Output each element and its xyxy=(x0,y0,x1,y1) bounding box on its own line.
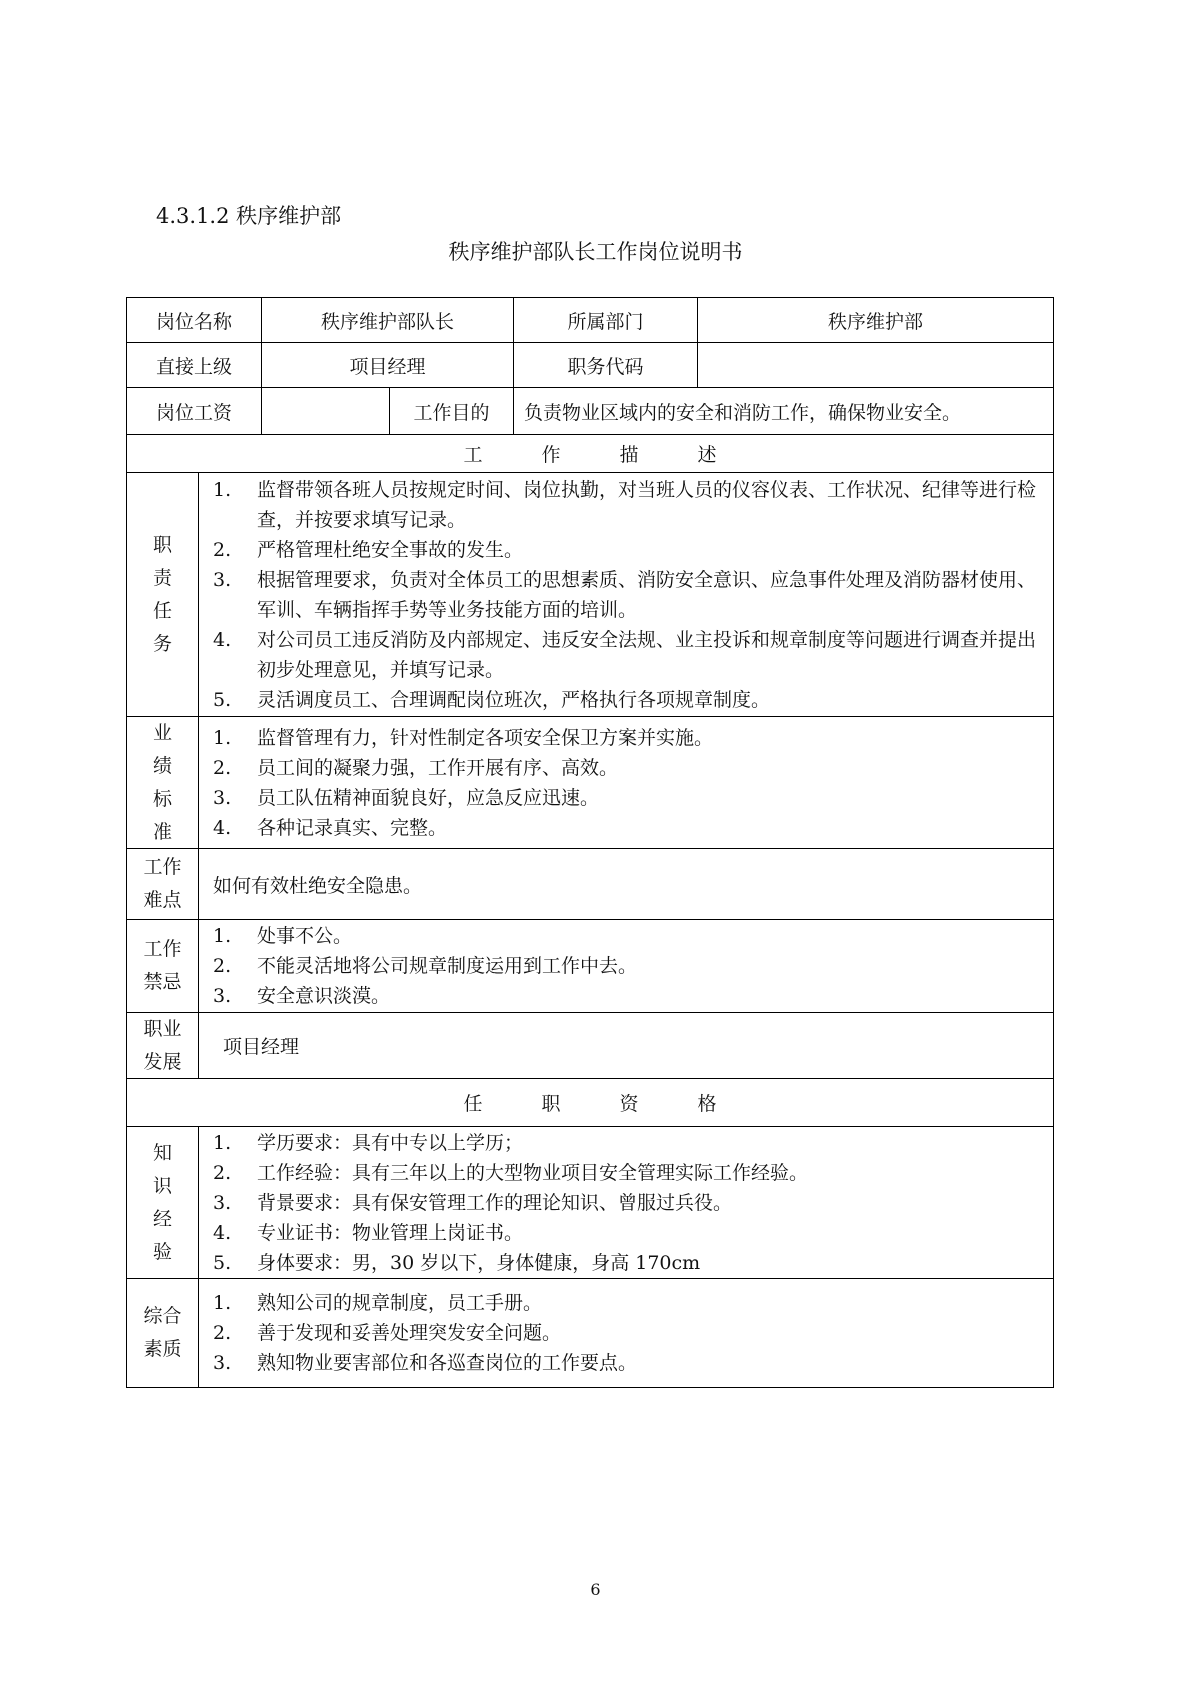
superior-value: 项目经理 xyxy=(262,343,514,387)
taboos-label: 工作 禁忌 xyxy=(127,920,199,1012)
list-item: 2. 善于发现和妥善处理突发安全问题。 xyxy=(213,1322,562,1344)
band-char: 资 xyxy=(619,1093,639,1115)
row-performance xyxy=(127,717,1053,849)
row-quality xyxy=(127,1279,1053,1387)
list-item: 5. 身体要求：男，30 岁以下，身体健康，身高 170cm xyxy=(213,1251,701,1274)
list-item: 3. 员工队伍精神面貌良好，应急反应迅速。 xyxy=(213,786,600,809)
career-label: 职业 发展 xyxy=(127,1013,199,1078)
row-taboos xyxy=(127,920,1053,1013)
document-title: 秩序维护部队长工作岗位说明书 xyxy=(448,240,743,264)
duties-content xyxy=(199,473,1053,716)
list-item: 2. 员工间的凝聚力强，工作开展有序、高效。 xyxy=(213,756,619,779)
list-item: 2. 不能灵活地将公司规章制度运用到工作中去。 xyxy=(213,955,638,977)
performance-content xyxy=(199,717,1053,848)
row-duties xyxy=(127,473,1053,717)
band-char: 述 xyxy=(697,444,717,466)
band-qualifications-title xyxy=(127,1079,1053,1126)
list-item: 3. 背景要求：具有保安管理工作的理论知识、曾服过兵役。 xyxy=(213,1191,733,1214)
row-salary xyxy=(127,388,1053,435)
list-item: 1. 监督带领各班人员按规定时间、岗位执勤，对当班人员的仪容仪表、工作状况、纪律等进行检查，并按要求填写记录。 xyxy=(213,478,1037,531)
band-work-description xyxy=(127,435,1053,473)
row-career xyxy=(127,1013,1053,1079)
row-difficulty xyxy=(127,849,1053,920)
dept-value: 秩序维护部 xyxy=(827,310,923,333)
list-item: 3. 根据管理要求，负责对全体员工的思想素质、消防安全意识、应急事件处理及消防器材使用、军训、车辆指挥手势等业务技能方面的培训。 xyxy=(213,568,1037,621)
band-char: 作 xyxy=(541,444,561,466)
taboos-content xyxy=(199,920,1053,1012)
list-item: 3. 熟知物业要害部位和各巡查岗位的工作要点。 xyxy=(213,1352,638,1374)
row-superior xyxy=(127,343,1053,388)
post-name-label: 岗位名称 xyxy=(127,298,262,342)
row-knowledge xyxy=(127,1127,1053,1279)
knowledge-label: 知 识 经 验 xyxy=(127,1127,199,1278)
band-char: 任 xyxy=(463,1093,483,1115)
band-char: 格 xyxy=(697,1093,717,1115)
difficulty-text: 如何有效杜绝安全隐患。 xyxy=(213,874,423,897)
list-item: 3. 安全意识淡漠。 xyxy=(213,985,391,1007)
list-item: 5. 灵活调度员工、合理调配岗位班次，严格执行各项规章制度。 xyxy=(213,688,771,711)
band-char: 描 xyxy=(619,444,639,466)
list-item: 1. 监督管理有力，针对性制定各项安全保卫方案并实施。 xyxy=(213,726,714,749)
superior-label: 直接上级 xyxy=(127,343,262,387)
band-char: 工 xyxy=(463,444,483,466)
list-item: 4. 对公司员工违反消防及内部规定、违反安全法规、业主投诉和规章制度等问题进行调查并提出初步处理意见，并填写记录。 xyxy=(213,628,1037,681)
band-work-description-title xyxy=(127,435,1053,472)
job-description-table xyxy=(126,297,1054,1388)
purpose-value: 负责物业区域内的安全和消防工作，确保物业安全。 xyxy=(524,401,962,424)
difficulty-content xyxy=(199,849,1053,919)
list-item: 2. 工作经验：具有三年以上的大型物业项目安全管理实际工作经验。 xyxy=(213,1161,809,1184)
purpose-label: 工作目的 xyxy=(390,388,514,434)
list-item: 1. 处事不公。 xyxy=(213,925,353,947)
code-value xyxy=(698,343,1053,387)
dept-label: 所属部门 xyxy=(514,298,698,342)
page-number: 6 xyxy=(590,1580,601,1599)
career-content xyxy=(199,1013,1053,1078)
band-qualifications xyxy=(127,1079,1053,1127)
duties-label: 职 责 任 务 xyxy=(127,473,199,716)
quality-label: 综合 素质 xyxy=(127,1279,199,1387)
salary-value xyxy=(262,388,390,434)
row-post-name xyxy=(127,298,1053,343)
list-item: 1. 熟知公司的规章制度，员工手册。 xyxy=(213,1292,543,1314)
list-item: 2. 严格管理杜绝安全事故的发生。 xyxy=(213,538,524,561)
performance-label: 业 绩 标 准 xyxy=(127,717,199,848)
code-label: 职务代码 xyxy=(514,343,698,387)
career-text: 项目经理 xyxy=(223,1036,300,1058)
list-item: 4. 专业证书：物业管理上岗证书。 xyxy=(213,1221,524,1244)
knowledge-content xyxy=(199,1127,1053,1278)
quality-content xyxy=(199,1279,1053,1387)
list-item: 1. 学历要求：具有中专以上学历； xyxy=(213,1131,524,1154)
section-heading: 4.3.1.2 秩序维护部 xyxy=(156,204,342,228)
salary-label: 岗位工资 xyxy=(127,388,262,434)
post-name-value: 秩序维护部队长 xyxy=(262,298,514,342)
list-item: 4. 各种记录真实、完整。 xyxy=(213,816,448,839)
difficulty-label: 工作 难点 xyxy=(127,849,199,919)
band-char: 职 xyxy=(541,1093,561,1115)
